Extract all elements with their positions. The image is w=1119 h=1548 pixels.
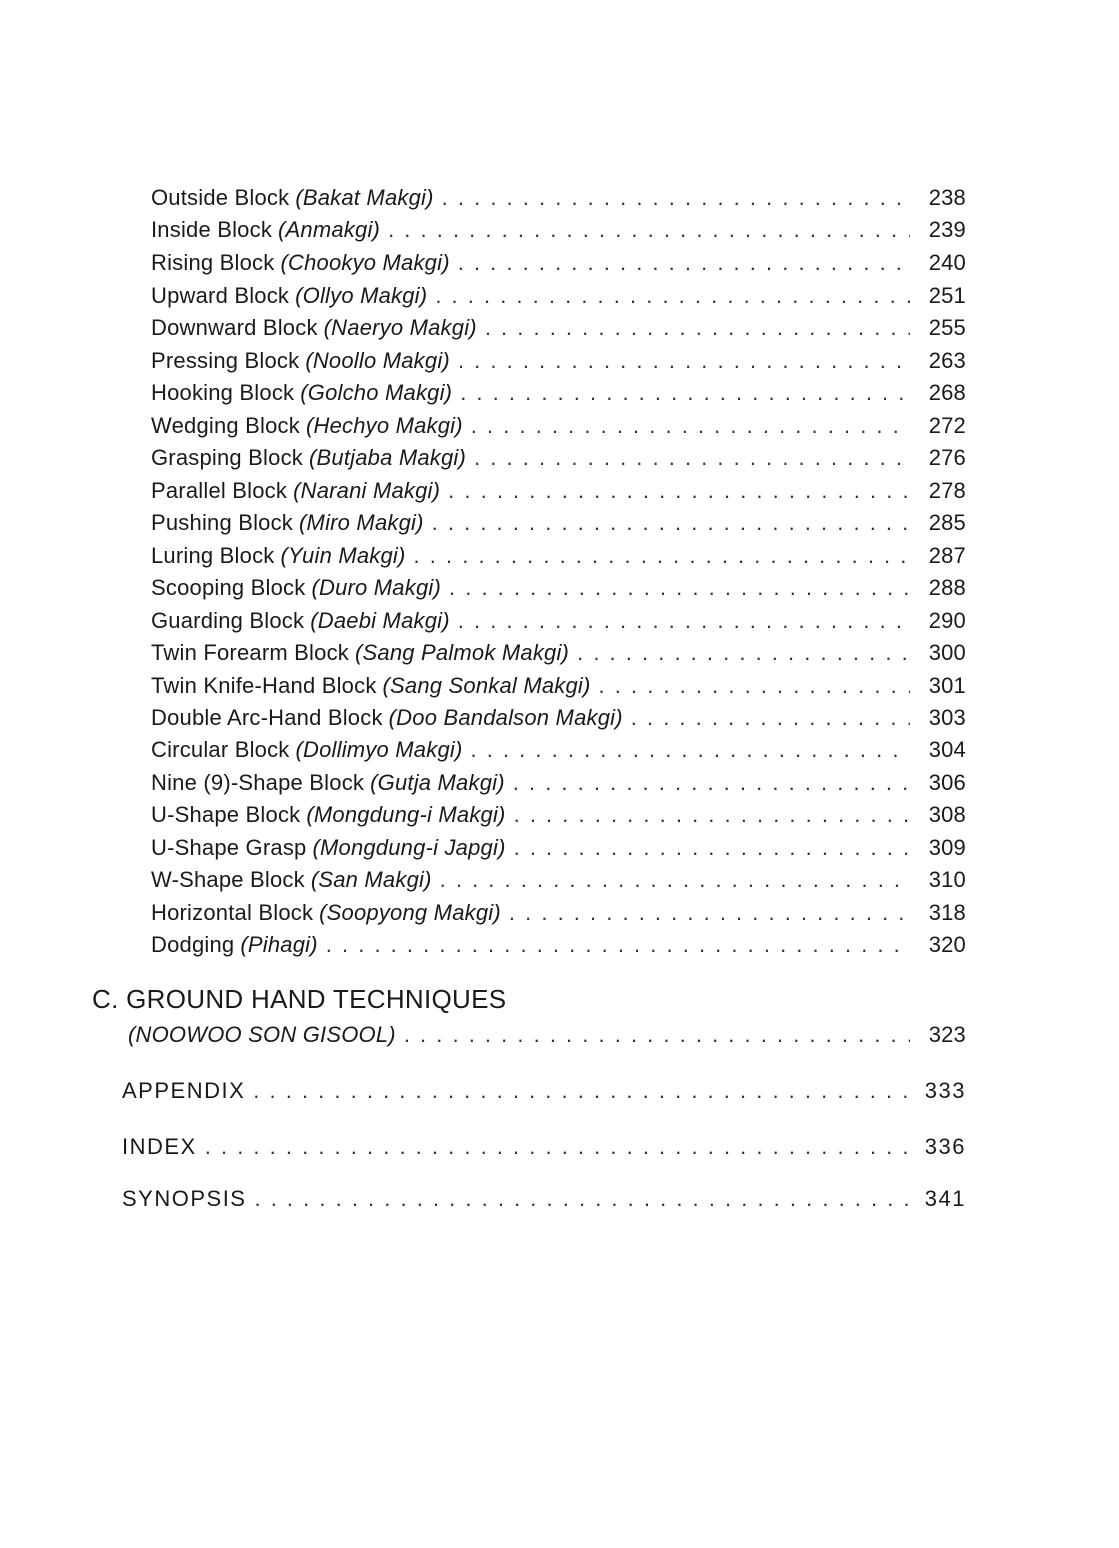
dot-leader	[509, 897, 910, 929]
dot-leader	[388, 214, 910, 246]
dot-leader	[254, 1183, 910, 1215]
entry-native-name: (Dollimyo Makgi)	[295, 737, 463, 762]
entry-title: Twin Knife-Hand Block	[151, 673, 377, 698]
entry-native-name: (Miro Makgi)	[299, 510, 424, 535]
entry-native-name: (Anmakgi)	[278, 217, 381, 242]
entry-page-number: 306	[928, 770, 966, 795]
entry-title: W-Shape Block	[151, 867, 305, 892]
dot-leader	[432, 507, 910, 539]
entry-page-number: 309	[928, 835, 966, 860]
toc-entry[interactable]	[151, 214, 966, 246]
toc-entry[interactable]	[151, 734, 966, 766]
dot-leader	[440, 864, 910, 896]
entry-page-number: 301	[928, 673, 966, 698]
section-heading: C. GROUND HAND TECHNIQUES	[92, 984, 507, 1014]
entry-native-name: (Sang Sonkal Makgi)	[382, 673, 591, 698]
entry-page-number: 308	[928, 802, 966, 827]
dot-leader	[326, 929, 910, 961]
toc-entry[interactable]	[151, 572, 966, 604]
dot-leader	[577, 637, 910, 669]
entry-page-number: 310	[928, 867, 966, 892]
toc-entry-index[interactable]	[122, 1131, 966, 1163]
toc-entry[interactable]	[151, 540, 966, 572]
entry-page-number: 285	[928, 510, 966, 535]
entry-native-name: (Golcho Makgi)	[300, 380, 453, 405]
toc-entry[interactable]	[151, 767, 966, 799]
entry-title: Dodging	[151, 932, 235, 957]
entry-page-number: 323	[928, 1022, 966, 1047]
entry-native-name: (Daebi Makgi)	[310, 608, 450, 633]
dot-leader	[253, 1075, 910, 1107]
toc-entry[interactable]	[151, 345, 966, 377]
entry-title: Upward Block	[151, 283, 290, 308]
entry-title: Horizontal Block	[151, 900, 314, 925]
entry-native-name: (Chookyo Makgi)	[280, 250, 450, 275]
dot-leader	[471, 734, 911, 766]
entry-title: U-Shape Block	[151, 802, 301, 827]
dot-leader	[458, 247, 910, 279]
toc-entry[interactable]	[151, 637, 966, 669]
entry-title: APPENDIX	[122, 1078, 246, 1103]
entry-title: Inside Block	[151, 217, 273, 242]
entry-page-number: 290	[928, 608, 966, 633]
dot-leader	[404, 1019, 910, 1051]
entry-page-number: 239	[928, 217, 966, 242]
entry-page-number: 336	[924, 1134, 966, 1159]
entry-title: Grasping Block	[151, 445, 303, 470]
entry-native-name: (Doo Bandalson Makgi)	[388, 705, 623, 730]
entry-page-number: 263	[928, 348, 966, 373]
toc-entry[interactable]	[151, 670, 966, 702]
dot-leader	[513, 767, 910, 799]
entry-title: Wedging Block	[151, 413, 300, 438]
toc-entry[interactable]	[151, 864, 966, 896]
section-subtitle: (NOOWOO SON GISOOL)	[128, 1022, 396, 1047]
toc-entry-section-c[interactable]	[128, 1019, 966, 1051]
toc-entry[interactable]	[151, 832, 966, 864]
dot-leader	[205, 1131, 910, 1163]
entry-title: U-Shape Grasp	[151, 835, 307, 860]
toc-entry[interactable]	[151, 702, 966, 734]
entry-title: Guarding Block	[151, 608, 305, 633]
entry-title: Scooping Block	[151, 575, 306, 600]
entry-title: INDEX	[122, 1134, 197, 1159]
entry-native-name: (Yuin Makgi)	[280, 543, 406, 568]
toc-entry[interactable]	[151, 377, 966, 409]
entry-native-name: (Bakat Makgi)	[295, 185, 434, 210]
entry-page-number: 300	[928, 640, 966, 665]
entry-title: Hooking Block	[151, 380, 295, 405]
entry-page-number: 251	[928, 283, 966, 308]
toc-entry[interactable]	[151, 280, 966, 312]
entry-native-name: (Pihagi)	[240, 932, 318, 957]
dot-leader	[448, 475, 910, 507]
dot-leader	[599, 670, 910, 702]
dot-leader	[474, 442, 910, 474]
entry-title: Circular Block	[151, 737, 290, 762]
entry-title: Twin Forearm Block	[151, 640, 349, 665]
toc-entry[interactable]	[151, 312, 966, 344]
entry-page-number: 240	[928, 250, 966, 275]
toc-entry[interactable]	[151, 605, 966, 637]
dot-leader	[458, 605, 910, 637]
toc-entry[interactable]	[151, 475, 966, 507]
toc-entry[interactable]	[151, 929, 966, 961]
dot-leader	[460, 377, 910, 409]
dot-leader	[414, 540, 910, 572]
entry-page-number: 333	[924, 1078, 966, 1103]
entry-native-name: (Gutja Makgi)	[370, 770, 505, 795]
entry-page-number: 276	[928, 445, 966, 470]
entry-native-name: (Mongdung-i Japgi)	[312, 835, 506, 860]
toc-entry-synopsis[interactable]	[122, 1183, 966, 1215]
entry-page-number: 303	[928, 705, 966, 730]
dot-leader	[485, 312, 910, 344]
entry-native-name: (Hechyo Makgi)	[305, 413, 463, 438]
dot-leader	[631, 702, 910, 734]
entry-native-name: (San Makgi)	[310, 867, 432, 892]
entry-page-number: 255	[928, 315, 966, 340]
entry-title: Parallel Block	[151, 478, 288, 503]
entry-page-number: 278	[928, 478, 966, 503]
dot-leader	[514, 832, 910, 864]
entry-page-number: 320	[928, 932, 966, 957]
dot-leader	[442, 182, 910, 214]
dot-leader	[471, 410, 910, 442]
entry-native-name: (Ollyo Makgi)	[295, 283, 428, 308]
dot-leader	[458, 345, 910, 377]
entry-native-name: (Naeryo Makgi)	[323, 315, 477, 340]
entry-native-name: (Sang Palmok Makgi)	[354, 640, 570, 665]
entry-title: SYNOPSIS	[122, 1186, 247, 1211]
entry-native-name: (Narani Makgi)	[293, 478, 441, 503]
entry-title: Double Arc-Hand Block	[151, 705, 383, 730]
entry-page-number: 238	[928, 185, 966, 210]
toc-entry[interactable]	[151, 507, 966, 539]
toc-entry[interactable]	[151, 247, 966, 279]
entry-page-number: 318	[928, 900, 966, 925]
toc-entry[interactable]	[151, 182, 966, 214]
toc-entry[interactable]	[151, 897, 966, 929]
entry-title: Downward Block	[151, 315, 318, 340]
entry-page-number: 268	[928, 380, 966, 405]
entry-native-name: (Noollo Makgi)	[305, 348, 450, 373]
entry-title: Nine (9)-Shape Block	[151, 770, 365, 795]
entry-native-name: (Butjaba Makgi)	[308, 445, 467, 470]
entry-page-number: 287	[928, 543, 966, 568]
toc-entry[interactable]	[151, 799, 966, 831]
entry-title: Outside Block	[151, 185, 290, 210]
toc-entry-appendix[interactable]	[122, 1075, 966, 1107]
dot-leader	[514, 799, 910, 831]
entry-title: Pressing Block	[151, 348, 300, 373]
entry-title: Luring Block	[151, 543, 275, 568]
entry-title: Pushing Block	[151, 510, 294, 535]
entry-page-number: 341	[924, 1186, 966, 1211]
toc-entry[interactable]	[151, 442, 966, 474]
entry-native-name: (Mongdung-i Makgi)	[306, 802, 506, 827]
entry-page-number: 272	[928, 413, 966, 438]
entry-page-number: 288	[928, 575, 966, 600]
toc-entry[interactable]	[151, 410, 966, 442]
entry-native-name: (Soopyong Makgi)	[319, 900, 501, 925]
dot-leader	[435, 280, 910, 312]
dot-leader	[449, 572, 910, 604]
entry-title: Rising Block	[151, 250, 275, 275]
entry-page-number: 304	[928, 737, 966, 762]
entry-native-name: (Duro Makgi)	[311, 575, 441, 600]
